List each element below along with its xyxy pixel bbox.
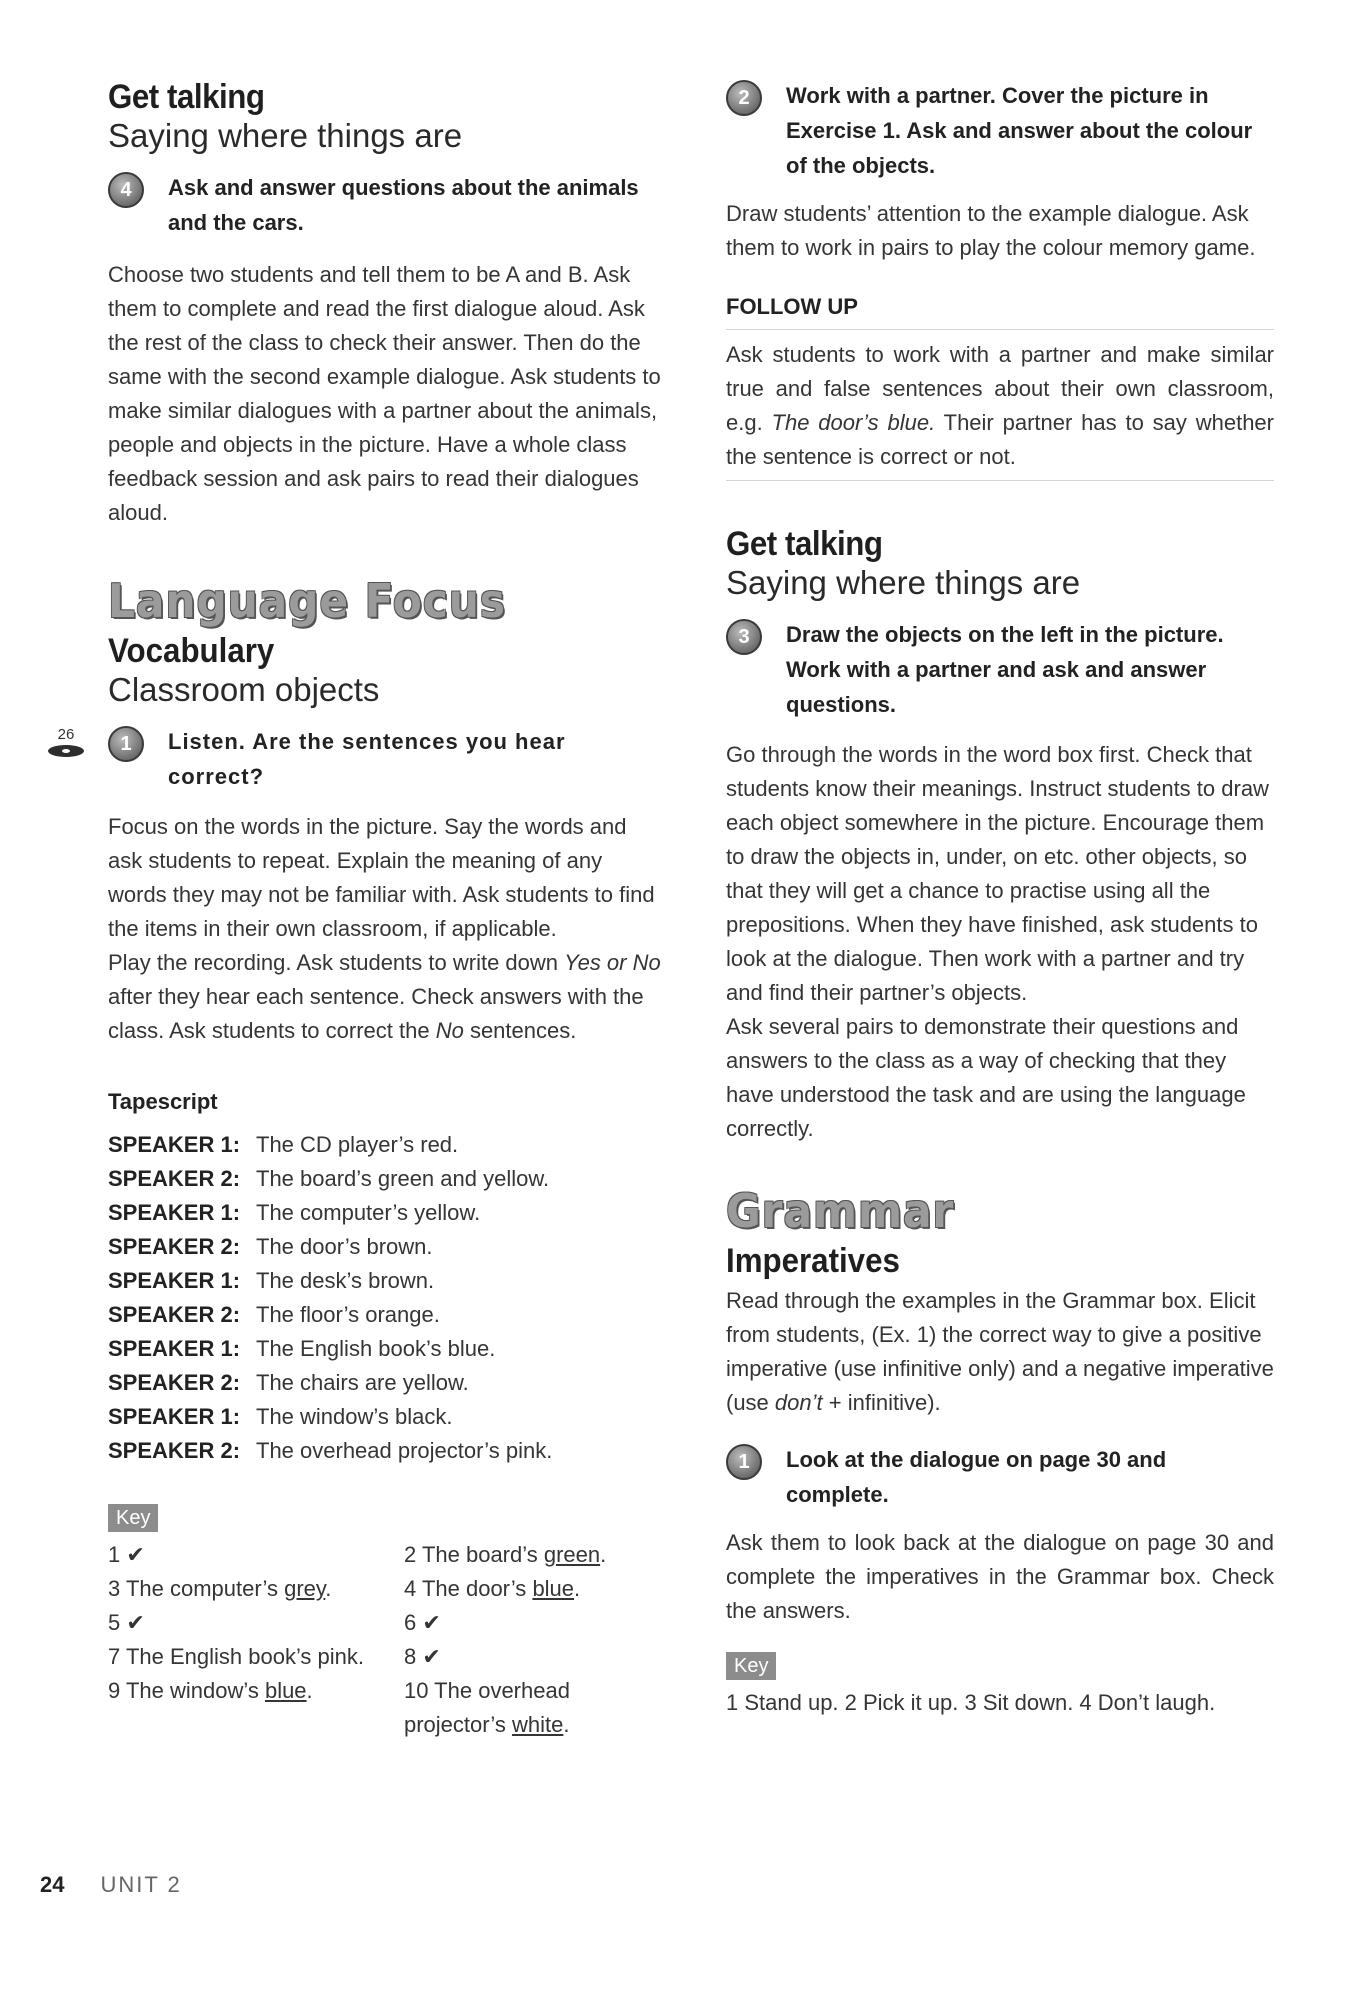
exercise-number-badge: 1 (726, 1444, 762, 1480)
key-answer-item (404, 1538, 664, 1572)
text-run: Play the recording. Ask students to write down (108, 950, 565, 975)
tapescript (108, 1128, 663, 1468)
key-answer-text: 9 The window’s (108, 1678, 265, 1703)
exercise-2 (726, 78, 1274, 183)
get-talking-subheading: Saying where things are (726, 564, 1081, 601)
key-answer-text: 2 The board’s (404, 1542, 544, 1567)
tapescript-text: The floor’s orange. (256, 1302, 440, 1327)
page-number: 24 (40, 1872, 65, 1897)
key-answer-item (108, 1640, 404, 1674)
tapescript-text: The window’s black. (256, 1404, 453, 1429)
key-answer-text: . (563, 1712, 570, 1737)
key-answer-underlined: white (512, 1712, 564, 1737)
tapescript-text: The board’s green and yellow. (256, 1166, 550, 1191)
text-run-italic: don’t (774, 1390, 823, 1415)
exercise-instruction: Ask and answer questions about the animals and the cars. (168, 175, 639, 235)
follow-up-body (726, 338, 1274, 474)
tapescript-speaker: SPEAKER 2: (108, 1438, 241, 1463)
key-answer-text: 4 The door’s (404, 1576, 533, 1601)
divider (726, 480, 1274, 481)
tapescript-speaker: SPEAKER 1: (108, 1132, 241, 1157)
key-answer-item (404, 1674, 664, 1742)
key-badge: Key (108, 1504, 158, 1532)
tapescript-text: The overhead projector’s pink. (256, 1438, 553, 1463)
grammar-exercise-1 (726, 1442, 1274, 1512)
get-talking-heading: Get talking (726, 525, 883, 563)
key-answer-text: . (574, 1576, 581, 1601)
divider (726, 329, 1274, 330)
vocabulary-heading: Vocabulary (108, 632, 275, 670)
vocabulary-subheading: Classroom objects (108, 671, 380, 708)
get-talking-paragraph-2: Ask several pairs to demonstrate their questions and answers to the class as a way of checking that they have understood the task and are using the language correctly. (726, 1014, 1246, 1141)
tapescript-speaker: SPEAKER 2: (108, 1166, 241, 1191)
tapescript-text: The CD player’s red. (256, 1132, 459, 1157)
tapescript-speaker: SPEAKER 1: (108, 1200, 241, 1225)
key-answer-item (108, 1538, 404, 1572)
exercise-instruction: Look at the dialogue on page 30 and complete. (786, 1447, 1167, 1507)
tapescript-line (108, 1434, 663, 1468)
text-run-italic: The door’s blue. (771, 410, 936, 435)
vocabulary-body (108, 810, 663, 1048)
text-run: sentences. (463, 1018, 577, 1043)
text-run-italic: No (435, 1018, 464, 1043)
tapescript-line (108, 1366, 663, 1400)
grammar-key-answers: 1 Stand up. 2 Pick it up. 3 Sit down. 4 Don’t laugh. (726, 1690, 1216, 1715)
tapescript-line (108, 1264, 663, 1298)
grammar-banner: Grammar (726, 1184, 955, 1238)
text-run: Ask students to work with a partner and make similar true and false sentences about their own classroom, e.g. (726, 342, 1274, 435)
key-answer-underlined: blue (264, 1678, 307, 1703)
key-answer-text: 10 The overhead projector’s (404, 1678, 570, 1737)
vocabulary-paragraph-2 (108, 946, 663, 1048)
key-answer-text: 8 ✔ (404, 1644, 441, 1669)
cd-track-icon (46, 726, 86, 757)
exercise-instruction: Work with a partner. Cover the picture in Exercise 1. Ask and answer about the colour of the objects. (786, 83, 1253, 178)
key-answer-underlined: blue (532, 1576, 575, 1601)
text-run: after they hear each sentence. Check answers with the class. Ask students to correct the (108, 984, 644, 1043)
unit-label: UNIT 2 (100, 1872, 182, 1897)
tapescript-line (108, 1298, 663, 1332)
tapescript-speaker: SPEAKER 2: (108, 1234, 241, 1259)
tapescript-speaker: SPEAKER 1: (108, 1336, 241, 1361)
language-focus-banner: Language Focus (108, 574, 506, 628)
key-answer-item (108, 1606, 404, 1640)
exercise-1-wrapper (57, 724, 663, 794)
right-column (726, 78, 1274, 1720)
key-answer-underlined: grey (284, 1576, 326, 1601)
exercise-number-badge: 3 (726, 619, 762, 655)
grammar-exercise-body: Ask them to look back at the dialogue on page 30 and complete the imperatives in the Grammar box. Check the answers. (726, 1530, 1274, 1623)
follow-up-label: FOLLOW UP (726, 294, 858, 319)
exercise-instruction: Listen. Are the sentences you hear correct? (168, 729, 566, 789)
get-talking-heading: Get talking (108, 78, 265, 116)
tapescript-text: The computer’s yellow. (256, 1200, 481, 1225)
tapescript-line (108, 1196, 663, 1230)
vocabulary-paragraph-1: Focus on the words in the picture. Say the words and ask students to repeat. Explain the meaning of any words they may not be familiar with. Ask students to find the items in their own classroom, if applicable. (108, 814, 655, 941)
exercise-4 (108, 170, 663, 240)
tapescript-line (108, 1230, 663, 1264)
grammar-heading: Imperatives (726, 1242, 900, 1280)
exercise-1 (108, 724, 663, 794)
tapescript-line (108, 1332, 663, 1366)
grammar-body (726, 1284, 1274, 1420)
tapescript-text: The English book’s blue. (256, 1336, 496, 1361)
exercise-2-body: Draw students’ attention to the example dialogue. Ask them to work in pairs to play the colour memory game. (726, 201, 1256, 260)
key-answer-text: 5 ✔ (108, 1610, 145, 1635)
get-talking-paragraph-1: Go through the words in the word box first. Check that students know their meanings. Instruct students to draw each object somewhere in the picture. Encourage them to draw the objects in, under, on etc. other objects, so that they will get a chance to practise using all the prepositions. When they have finished, ask students to look at the dialogue. Then work with a partner and try and find their partner’s objects. (726, 742, 1269, 1005)
left-column (57, 78, 663, 1742)
key-answer-text: 3 The computer’s (108, 1576, 285, 1601)
key-badge: Key (726, 1652, 776, 1680)
key-answer-underlined: green (543, 1542, 601, 1567)
tapescript-label: Tapescript (108, 1089, 218, 1114)
exercise-number-badge: 2 (726, 80, 762, 116)
key-answer-text: 7 The English book’s pink. (108, 1644, 365, 1669)
get-talking-body: Choose two students and tell them to be A and B. Ask them to complete and read the first dialogue aloud. Ask the rest of the class to check their answer. Then do the same with the second example dialogue. Ask students to make similar dialogues with a partner about the animals, people and objects in the picture. Have a whole class feedback session and ask pairs to read their dialogues aloud. (108, 262, 661, 525)
key-answer-text: 6 ✔ (404, 1610, 441, 1635)
key-answer-item (404, 1640, 664, 1674)
key-answer-text: . (306, 1678, 313, 1703)
get-talking-body (726, 738, 1274, 1146)
tapescript-text: The desk’s brown. (256, 1268, 435, 1293)
key-answer-text: . (325, 1576, 332, 1601)
tapescript-line (108, 1400, 663, 1434)
tapescript-speaker: SPEAKER 1: (108, 1268, 241, 1293)
exercise-number-badge: 4 (108, 172, 144, 208)
key-answer-item (108, 1572, 404, 1606)
key-answer-text: 1 ✔ (108, 1542, 145, 1567)
exercise-instruction: Draw the objects on the left in the picture. Work with a partner and ask and answer questions. (786, 622, 1224, 717)
text-run: Read through the examples in the Grammar box. Elicit from students, (Ex. 1) the correct way to give a positive imperative (use infinitive only) and a negative imperative (use (726, 1288, 1274, 1415)
key-answer-item (108, 1674, 404, 1742)
tapescript-speaker: SPEAKER 1: (108, 1404, 241, 1429)
text-run-italic: Yes or No (564, 950, 661, 975)
key-answer-item (404, 1606, 664, 1640)
key-answer-item (404, 1572, 664, 1606)
cd-track-number: 26 (57, 726, 75, 743)
cd-disc-icon (48, 745, 84, 757)
tapescript-speaker: SPEAKER 2: (108, 1370, 241, 1395)
get-talking-subheading: Saying where things are (108, 117, 463, 154)
key-answer-text: . (600, 1542, 607, 1567)
tapescript-line (108, 1128, 663, 1162)
text-run: Their partner has to say whether the sentence is correct or not. (726, 410, 1274, 469)
tapescript-speaker: SPEAKER 2: (108, 1302, 241, 1327)
page-footer (40, 1872, 182, 1898)
tapescript-text: The chairs are yellow. (256, 1370, 469, 1395)
exercise-3 (726, 617, 1274, 722)
text-run: + infinitive). (822, 1390, 941, 1415)
tapescript-line (108, 1162, 663, 1196)
exercise-number-badge: 1 (108, 726, 144, 762)
key-answers (108, 1538, 663, 1742)
tapescript-text: The door’s brown. (256, 1234, 433, 1259)
